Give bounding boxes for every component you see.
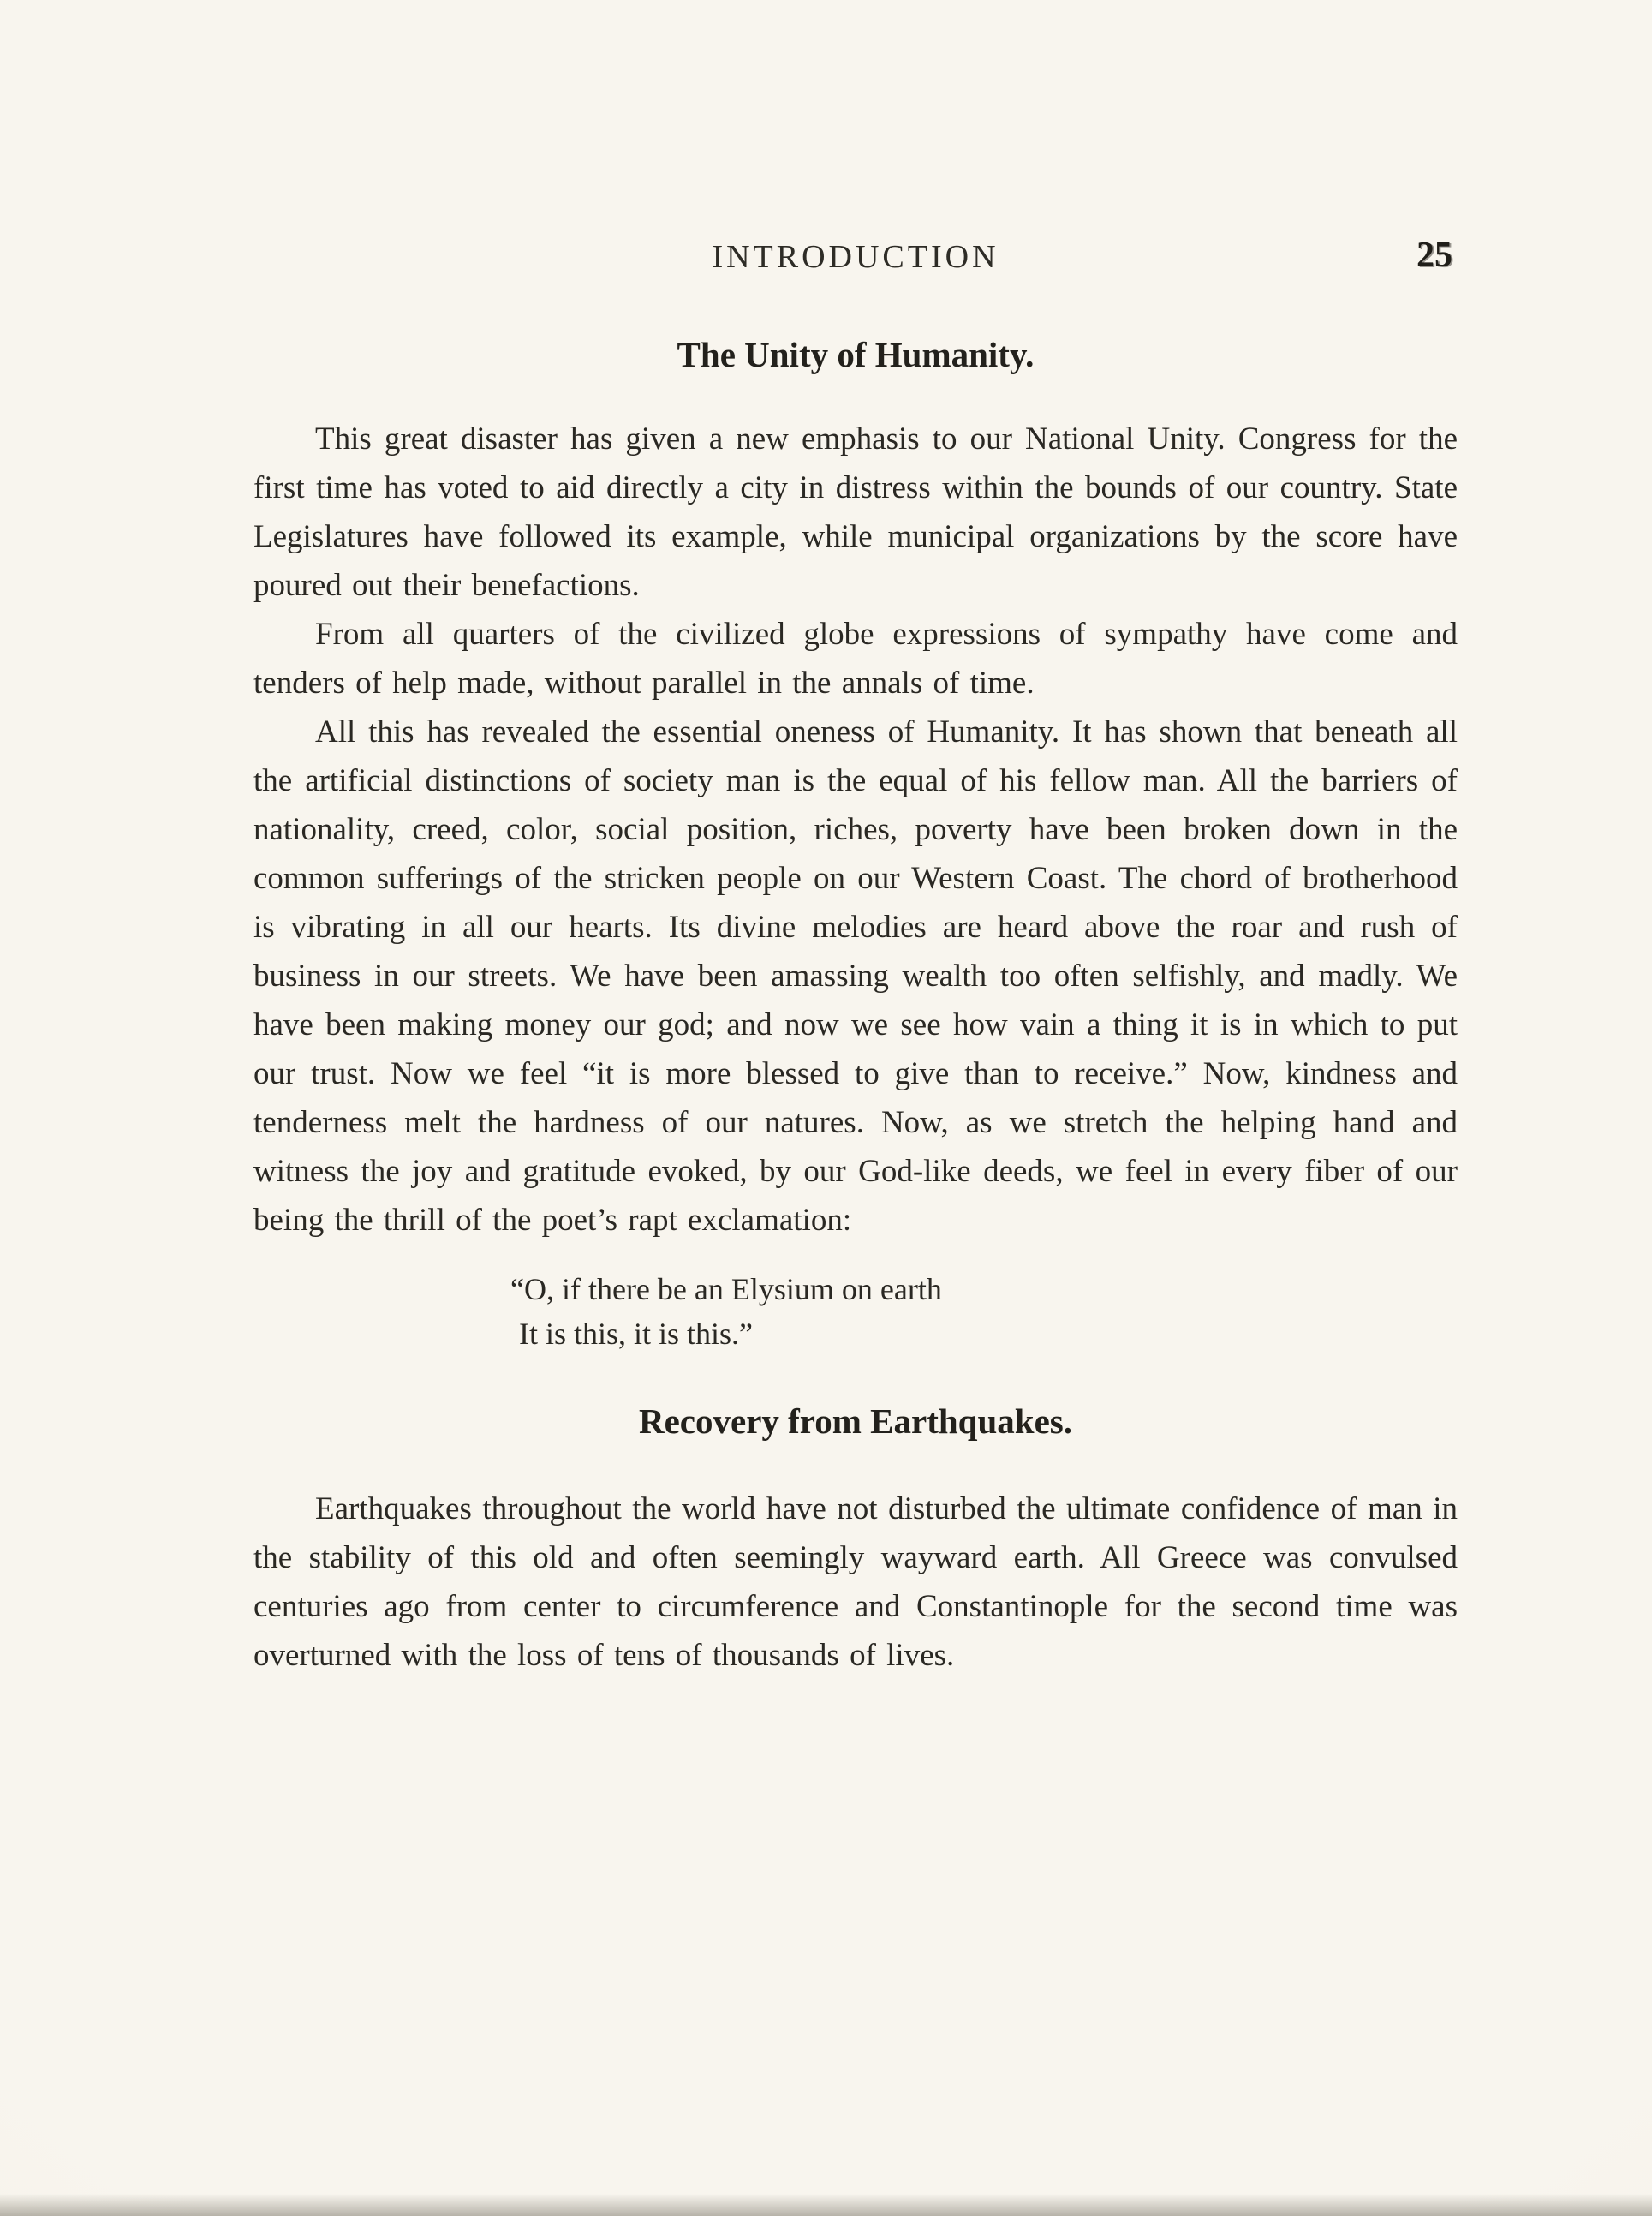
page-header bbox=[253, 238, 1458, 290]
verse-block bbox=[510, 1267, 1458, 1356]
section-heading-unity-of-humanity: The Unity of Humanity. bbox=[677, 335, 1035, 374]
running-title: INTRODUCTION bbox=[712, 239, 999, 275]
text-column bbox=[253, 238, 1458, 1680]
paragraph-earthquakes: Earthquakes throughout the world have not disturbed the ultimate confidence of man in the stability of this old and often seemingly wayward earth. All Greece was convulsed centuries ago from center to circumference and Constantinople for the second time was overturned with the loss of tens of thousands of lives. bbox=[253, 1491, 1458, 1673]
paragraph-sympathy: From all quarters of the civilized globe expressions of sympathy have come and tenders of help made, without parallel in the annals of time. bbox=[253, 617, 1458, 701]
verse-line: It is this, it is this.” bbox=[519, 1317, 754, 1351]
page-number: 25 bbox=[1416, 236, 1452, 275]
paragraph-oneness-of-humanity: All this has revealed the essential oneness of Humanity. It has shown that beneath all the artificial distinctions of society man is the equal of his fellow man. All the barriers of nationality, creed, color, social position, riches, poverty have been broken down in the common sufferings of the stricken people on our Western Coast. The chord of brotherhood is vibrating in all our hearts. Its divine melodies are heard above the roar and rush of business in our streets. We have been amassing wealth too often selfishly, and madly. We have been making money our god; and now we see how vain a thing it is in which to put our trust. Now we feel “it is more blessed to give than to receive.” Now, kindness and tenderness melt the hardness of our natures. Now, as we stretch the helping hand and witness the joy and gratitude evoked, by our God-like deeds, we feel in every fiber of our being the thrill of the poet’s rapt exclamation: bbox=[253, 714, 1458, 1238]
section-heading-recovery-from-earthquakes: Recovery from Earthquakes. bbox=[639, 1401, 1072, 1441]
verse-line: “O, if there be an Elysium on earth bbox=[510, 1272, 942, 1306]
paragraph-national-unity: This great disaster has given a new emphasis to our National Unity. Congress for the first time has voted to aid directly a city in distress within the bounds of our country. State Legislatures have followed its example, while municipal organizations by the score have poured out their benefactions. bbox=[253, 421, 1458, 603]
